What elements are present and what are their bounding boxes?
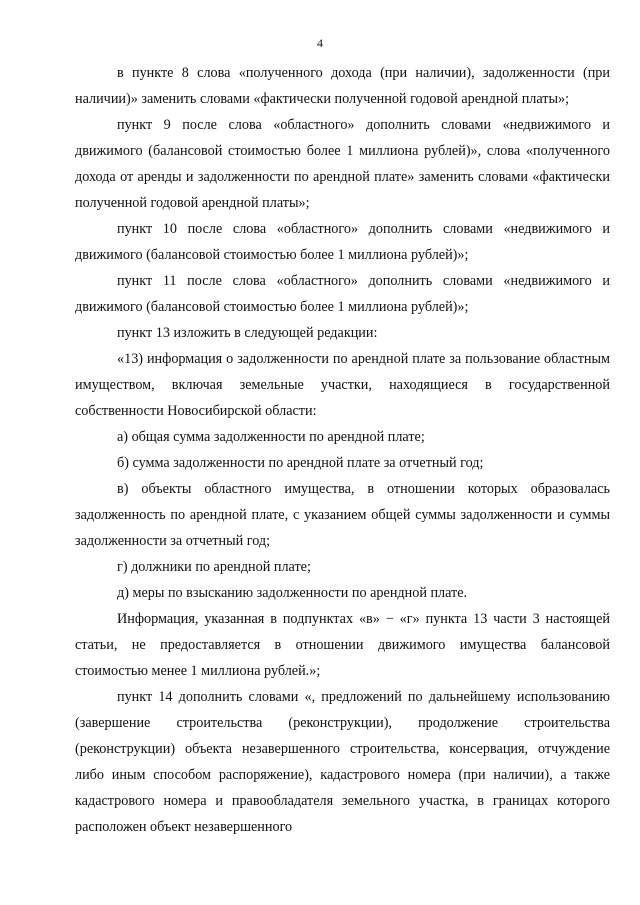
paragraph: пункт 11 после слова «областного» дополнить словами «недвижимого и движимого (балансовой стоимостью более 1 миллиона рублей)»;: [75, 273, 610, 315]
paragraph: пункт 14 дополнить словами «, предложений по дальнейшему использованию (завершение строительства (реконструкции), продолжение строительства (реконструкции) объекта незавершенного строительства, консервация, отчуждение либо иным способом распоряжение), кадастрового номера (при наличии), а также кадастрового номера и правообладателя земельного участка, в границах которого расположен объект незавершенного: [75, 689, 610, 835]
paragraph: пункт 10 после слова «областного» дополнить словами «недвижимого и движимого (балансовой стоимостью более 1 миллиона рублей)»;: [75, 221, 610, 263]
paragraph: Информация, указанная в подпунктах «в» − «г» пункта 13 части 3 настоящей статьи, не предоставляется в отношении движимого имущества балансовой стоимостью менее 1 миллиона рублей.»;: [75, 611, 610, 679]
paragraph: в) объекты областного имущества, в отношении которых образовалась задолженность по арендной плате, с указанием общей суммы задолженности и суммы задолженности за отчетный год;: [75, 481, 610, 549]
page-number: 4: [317, 36, 323, 50]
paragraph: д) меры по взысканию задолженности по арендной плате.: [117, 585, 468, 601]
paragraph: «13) информация о задолженности по арендной плате за пользование областным имуществом, включая земельные участки, находящиеся в государственной собственности Новосибирской области:: [75, 351, 610, 419]
paragraph: пункт 9 после слова «областного» дополнить словами «недвижимого и движимого (балансовой стоимостью более 1 миллиона рублей)», слова «полученного дохода от аренды и задолженности по арендной плате» заменить словами «фактически полученной годовой арендной платы»;: [75, 117, 610, 211]
paragraph: б) сумма задолженности по арендной плате за отчетный год;: [117, 455, 484, 471]
paragraph: г) должники по арендной плате;: [117, 559, 311, 575]
document-body: [75, 60, 610, 840]
paragraph: в пункте 8 слова «полученного дохода (при наличии), задолженности (при наличии)» заменить словами «фактически полученной годовой арендной платы»;: [75, 65, 610, 107]
paragraph: пункт 13 изложить в следующей редакции:: [117, 325, 378, 341]
paragraph: а) общая сумма задолженности по арендной плате;: [117, 429, 425, 445]
